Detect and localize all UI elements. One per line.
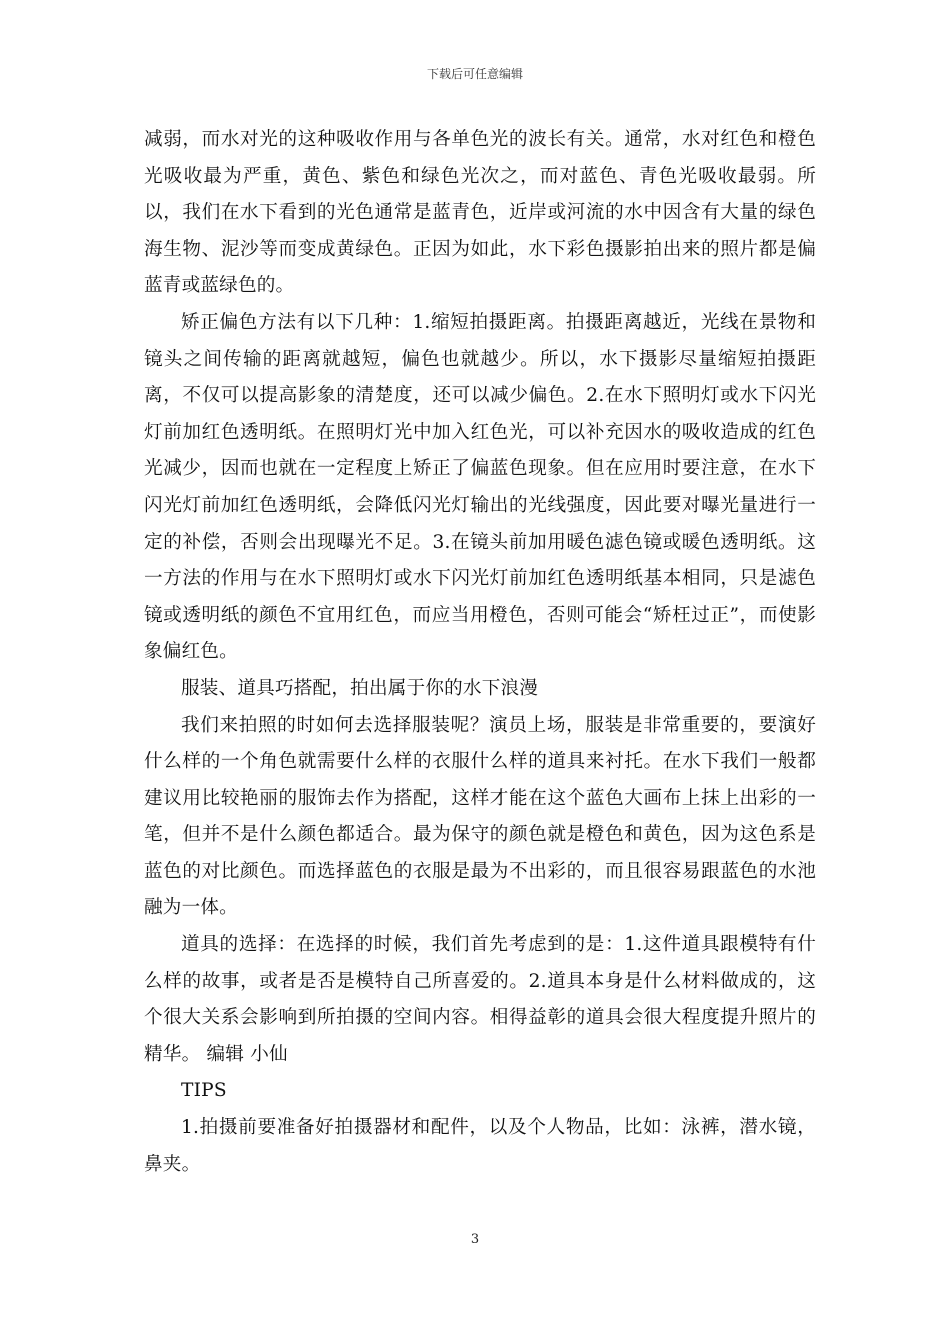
page-number: 3: [470, 1232, 480, 1247]
page-header: 下载后可任意编辑: [426, 67, 523, 81]
paragraph-prop-choice: 道具的选择：在选择的时候，我们首先考虑到的是：1.这件道具跟模特有什么样的故事，或者是否是模特自己所喜爱的。2.道具本身是什么材料做成的，这个很大关系会影响到所拍摄的空间内容。相得益彰的道具会很大程度提升照片的精华。 编辑 小仙: [144, 934, 816, 1065]
paragraph-costume-choice: 我们来拍照的时如何去选择服装呢？演员上场，服装是非常重要的，要演好什么样的一个角色就需要什么样的衣服什么样的道具来衬托。在水下我们一般都建议用比较艳丽的服饰去作为搭配，这样才能在这个蓝色大画布上抹上出彩的一笔，但并不是什么颜色都适合。最为保守的颜色就是橙色和黄色，因为这色系是蓝色的对比颜色。而选择蓝色的衣服是最为不出彩的，而且很容易跟蓝色的水池融为一体。: [144, 714, 816, 919]
section-heading-costume-props: 服装、道具巧搭配，拍出属于你的水下浪漫: [181, 677, 539, 699]
paragraph-color-correction: 矫正偏色方法有以下几种：1.缩短拍摄距离。拍摄距离越近，光线在景物和镜头之间传输的距离就越短，偏色也就越少。所以，水下摄影尽量缩短拍摄距离，不仅可以提高影象的清楚度，还可以减少偏色。2.在水下照明灯或水下闪光灯前加红色透明纸。在照明灯光中加入红色光，可以补充因水的吸收造成的红色光减少，因而也就在一定程度上矫正了偏蓝色现象。但在应用时要注意，在水下闪光灯前加红色透明纸，会降低闪光灯输出的光线强度，因此要对曝光量进行一定的补偿，否则会出现曝光不足。3.在镜头前加用暖色滤色镜或暖色透明纸。这一方法的作用与在水下照明灯或水下闪光灯前加红色透明纸基本相同，只是滤色镜或透明纸的颜色不宜用红色，而应当用橙色，否则可能会“矫枉过正”，而使影象偏红色。: [144, 311, 816, 663]
tip-item: 1.拍摄前要准备好拍摄器材和配件，以及个人物品，比如：泳裤，潜水镜，鼻夹。: [144, 1117, 816, 1175]
document-body: [144, 122, 816, 1183]
paragraph-color-absorption: 减弱，而水对光的这种吸收作用与各单色光的波长有关。通常，水对红色和橙色光吸收最为严重，黄色、紫色和绿色光次之，而对蓝色、青色光吸收最弱。所以，我们在水下看到的光色通常是蓝青色，近岸或河流的水中因含有大量的绿色海生物、泥沙等而变成黄绿色。正因为如此，水下彩色摄影拍出来的照片都是偏蓝青或蓝绿色的。: [144, 129, 816, 297]
tips-heading: TIPS: [181, 1080, 227, 1102]
